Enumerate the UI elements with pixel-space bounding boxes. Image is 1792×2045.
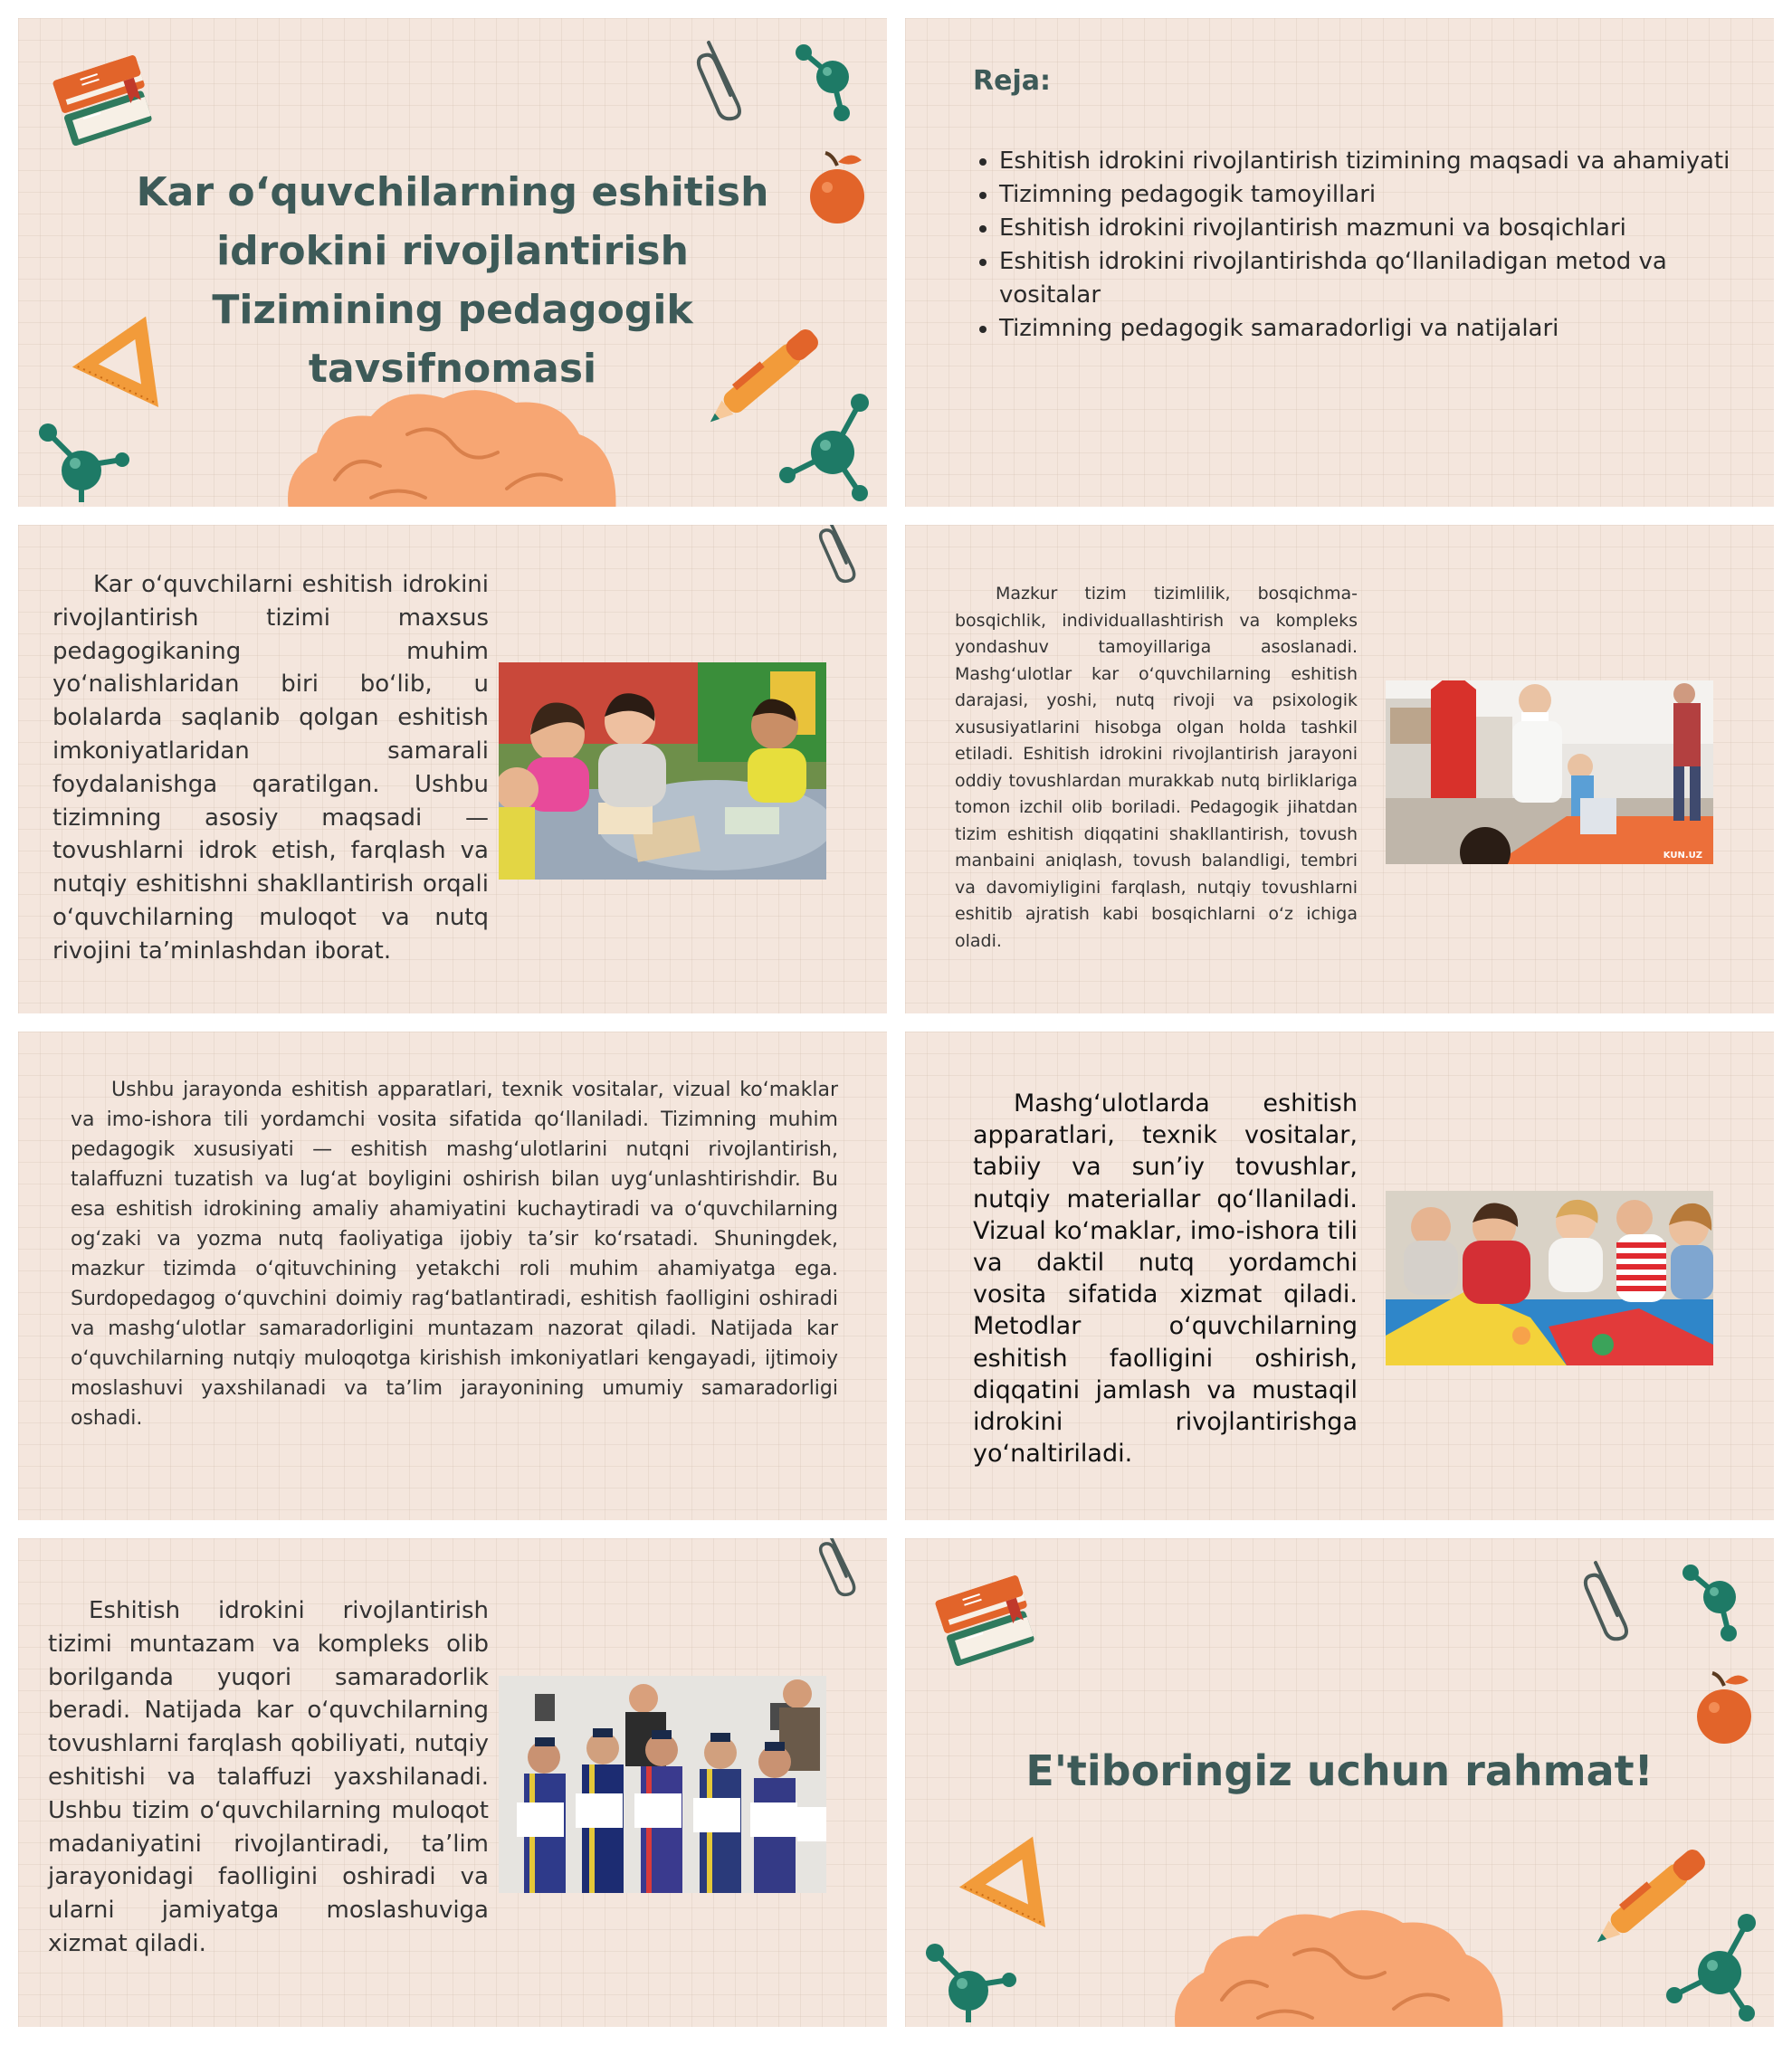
apple-icon (1692, 1669, 1756, 1751)
plan-list (977, 145, 1741, 346)
photo-children-crafts (1386, 1191, 1713, 1365)
slide-title (18, 18, 887, 507)
ruler-triangle-icon (950, 1823, 1077, 1927)
body-text: Kar oʻquvchilarni eshitish idrokini rivojlantirish tizimi maxsus pedagogikaning muhim yoʻnalishlaridan biri boʻlib, u bolalarda saqlanib qolgan eshitish imkoniyatlaridan samarali foydalanishga qaratilgan. Ushbu tizimning asosiy maqsadi — tovushlarni idrok etish, farqlash va nutqiy eshitishni shakllantirish orqali oʻquvchilarning muloqot va nutq rivojini taʼminlashdan iborat. (52, 571, 489, 965)
plan-heading: Reja: (973, 65, 1051, 97)
thanks-title: E'tiboringiz uchun rahmat! (1025, 1746, 1654, 1795)
books-icon (45, 45, 172, 163)
molecule-icon (1674, 1556, 1756, 1647)
brain-icon (272, 380, 634, 507)
molecule-icon (919, 1936, 1018, 2027)
list-item: • Tizimning pedagogik samaradorligi va natijalari (999, 312, 1741, 346)
molecule-icon (1656, 1900, 1774, 2027)
paperclip-icon (1579, 1552, 1643, 1642)
slide-plan (905, 18, 1774, 507)
slide-text-photo-4 (18, 1538, 887, 2027)
paperclip-icon (692, 32, 756, 122)
page-title (136, 163, 769, 398)
molecule-icon (787, 36, 869, 127)
slide-text-only (18, 1032, 887, 1520)
body-text: Mazkur tizim tizimlilik, bosqichma-bosqichlik, individuallashtirish va kompleks yondashuv tamoyillariga asoslanadi. Mashgʻulotlar kar oʻquvchilarning eshitish darajasi, yoshi, nutq rivoji va psixologik xususiyatlarini hisobga olgan holda tashkil etiladi. Eshitish idrokini rivojlantirish jarayoni oddiy tovushlardan murakkab nutq birliklariga tomon izchil olib boriladi. Pedagogik jihatdan tizim eshitish diqqatini shakllantirish, tovush manbaini aniqlash, tovush balandligi, tembri va davomiyligini farqlash, nutqiy tovushlarni eshitib ajratish kabi bosqichlarni oʻz ichiga oladi. (955, 584, 1358, 951)
body-text: Ushbu jarayonda eshitish apparatlari, texnik vositalar, vizual koʻmaklar va imo-ishora tili yordamchi vosita sifatida qoʻllaniladi. Tizimning muhim pedagogik xususiyati — eshitish mashgʻulotlarini nutqni rivojlantirish, talaffuzni tuzatish va lugʻat boyligini oshirish bilan uygʻunlashtirishdir. Bu esa eshitish idrokining amaliy ahamiyatini kuchaytiradi va oʻquvchilarning ogʻzaki va yozma nutq faoliyatiga ijobiy taʼsir koʻrsatadi. Shuningdek, mazkur tizimda oʻqituvchining yetakchi roli muhim ahamiyatga ega. Surdopedagog oʻquvchini doimiy ragʻbatlantiradi, eshitish faolligini oshiradi va mashgʻulotlar samaradorligini muntazam nazorat qiladi. Natijada kar oʻquvchilarning nutqiy muloqotga kirishish imkoniyatlari kengayadi, ijtimoiy moslashuvi yaxshilanadi va taʼlim jarayonining umumiy samaradorligi oshadi. (71, 1079, 838, 1430)
slide-thanks (905, 1538, 1774, 2027)
molecule-icon (769, 380, 887, 507)
paperclip-icon (815, 1538, 869, 1602)
apple-icon (805, 149, 869, 231)
photo-watermark: KUN.UZ (1663, 851, 1702, 861)
books-icon (928, 1565, 1054, 1683)
title-line: Tizimining pedagogik (212, 287, 693, 333)
body-text: Mashgʻulotlarda eshitish apparatlari, texnik vositalar, tabiiy va sunʼiy tovushlar, nutqiy materiallar qoʻllaniladi. Vizual koʻmaklar, imo-ishora tili va daktil nutq yordamchi vosita sifatida xizmat qiladi. Metodlar oʻquvchilarning eshitish faolligini oshirish, diqqatini jamlash va mustaqil idrokini rivojlantirishga yoʻnaltiriladi. (973, 1089, 1358, 1469)
list-item: • Eshitish idrokini rivojlantirishda qoʻllaniladigan metod va vositalar (999, 245, 1741, 312)
photo-therapy-room (1386, 680, 1713, 864)
body-text: Eshitish idrokini rivojlantirish tizimi muntazam va kompleks olib borilganda yuqori samaradorlik beradi. Natijada kar oʻquvchilarning tovushlarni farqlash qobiliyati, nutqiy eshitishi va talaffuzi yaxshilanadi. Ushbu tizim oʻquvchilarning muloqot madaniyatini rivojlantiradi, taʼlim jarayonidagi faolligini oshiradi va ularni jamiyatga moslashuviga xizmat qiladi. (48, 1597, 489, 1957)
list-item: • Tizimning pedagogik tamoyillari (999, 178, 1741, 212)
list-item: • Eshitish idrokini rivojlantirish mazmuni va bosqichlari (999, 212, 1741, 245)
paperclip-icon (815, 525, 869, 588)
photo-classroom (499, 662, 826, 880)
slide-text-photo-1 (18, 525, 887, 1013)
brain-icon (1158, 1900, 1520, 2027)
title-line: tavsifnomasi (308, 346, 597, 392)
title-line: idrokini rivojlantirish (216, 228, 689, 274)
list-item: • Eshitish idrokini rivojlantirish tizimining maqsadi va ahamiyati (999, 145, 1741, 178)
slide-text-photo-3 (905, 1032, 1774, 1520)
molecule-icon (32, 416, 131, 507)
title-line: Kar oʻquvchilarning eshitish (136, 169, 769, 215)
slide-text-photo-2 (905, 525, 1774, 1013)
photo-graduates (499, 1676, 826, 1893)
